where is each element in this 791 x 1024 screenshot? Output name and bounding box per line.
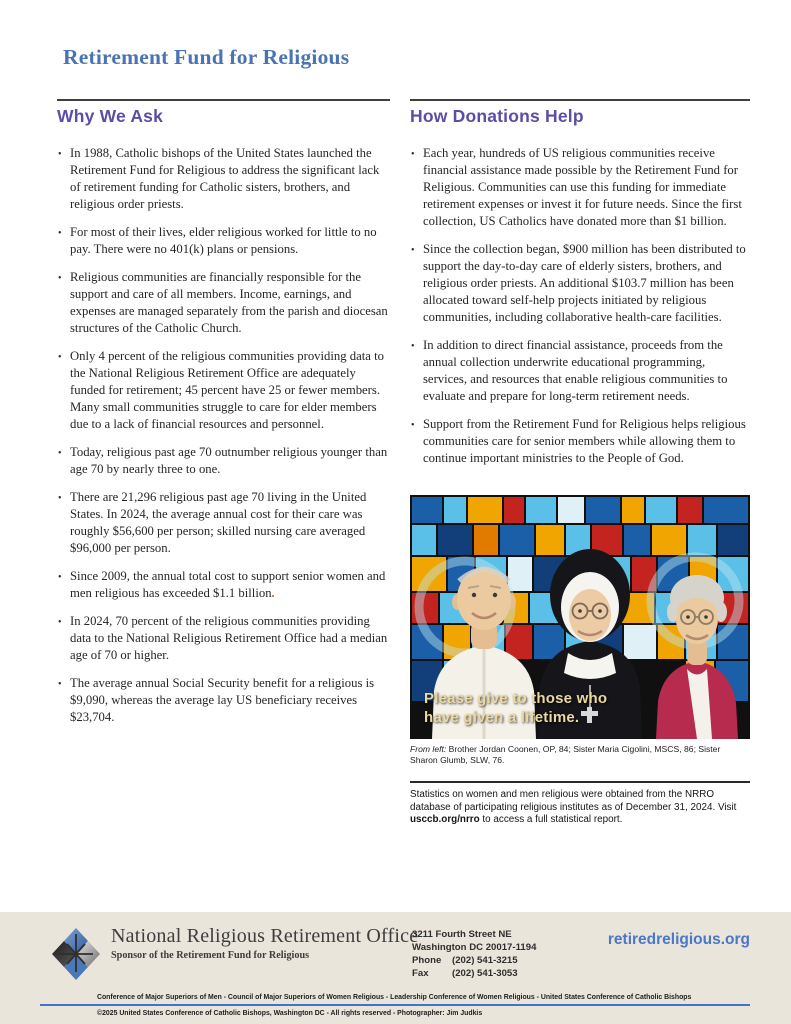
column-rule xyxy=(57,99,390,101)
bullet-text: Each year, hundreds of US religious communities receive financial assistance made possible by the Retirement Fund for Religious. Communities can use this funding for immediate retirement expenses or invest it for future needs. Since the first collection, US Catholics have donated more than $1 billion. xyxy=(423,146,742,228)
bullet-dot-icon: • xyxy=(58,228,62,239)
bullet-text: In 2024, 70 percent of the religious communities providing data to the National Religious Retirement Office had a median age of 70 or higher. xyxy=(70,614,388,662)
bullet-text: Support from the Retirement Fund for Religious helps religious communities care for senior members while allowing them to continue important ministries to the People of God. xyxy=(423,417,746,465)
conferences-line: Conference of Major Superiors of Men - Council of Major Superiors of Women Religious - Leadership Conference of Women Religious - United States Conference of Catholic Bishops xyxy=(97,994,692,1001)
bullet-text: Since 2009, the annual total cost to support senior women and men religious has exceeded $1.1 billion xyxy=(70,569,386,600)
caption-names: Brother Jordan Coonen, OP, 84; Sister Maria Cigolini, MSCS, 86; Sister Sharon Glumb, SLW, 76. xyxy=(410,744,721,765)
why-we-ask-heading: Why We Ask xyxy=(57,106,164,126)
note-text-before: Statistics on women and men religious were obtained from the NRRO database of participating religious institutes as of December 31, 2024. Visit xyxy=(410,789,737,813)
statistics-note xyxy=(410,789,750,827)
bullet-item xyxy=(410,241,750,326)
bullet-text: In addition to direct financial assistance, proceeds from the annual collection underwrite educational programming, services, and resources that enable religious communities to evaluate and prepare for long-term retirement needs. xyxy=(423,338,728,403)
bullet-text: There are 21,296 religious past age 70 living in the United States. In 2024, the average annual cost for their care was roughly $56,600 per person; skilled nursing care averaged $96,000 per person. xyxy=(70,490,367,555)
note-rule xyxy=(410,781,750,783)
bullet-dot-icon: • xyxy=(58,273,62,284)
bullet-item xyxy=(57,269,390,337)
bullet-text: Today, religious past age 70 outnumber religious younger than age 70 by nearly three to one. xyxy=(70,445,388,476)
bullet-dot-icon: • xyxy=(58,572,62,583)
bullet-item xyxy=(57,145,390,213)
photo-elderly-religious xyxy=(410,495,750,739)
org-text-block xyxy=(111,925,418,961)
fax-number: (202) 541-3053 xyxy=(452,968,518,979)
bullet-dot-icon: • xyxy=(411,420,415,431)
how-donations-help-heading: How Donations Help xyxy=(410,106,584,126)
bullet-dot-icon: • xyxy=(58,617,62,628)
footer-identity xyxy=(52,925,418,987)
fax-label: Fax xyxy=(412,968,429,979)
phone-row xyxy=(412,954,536,967)
bullet-item xyxy=(410,145,750,230)
footer xyxy=(0,912,791,1024)
bullet-dot-icon: • xyxy=(411,149,415,160)
bullet-item xyxy=(410,416,750,467)
note-url: usccb.org/nrro xyxy=(410,814,480,825)
bullet-text: For most of their lives, elder religious worked for little to no pay. There were no 401(k) plans or pensions. xyxy=(70,225,377,256)
bullet-dot-icon: • xyxy=(411,341,415,352)
why-we-ask-column xyxy=(57,99,390,737)
phone-number: (202) 541-3215 xyxy=(452,955,518,966)
how-donations-help-bullet-list xyxy=(410,145,750,467)
website-link[interactable]: retiredreligious.org xyxy=(607,931,750,948)
page-title: Retirement Fund for Religious xyxy=(63,45,350,69)
bullet-item xyxy=(57,675,390,726)
how-donations-help-column xyxy=(410,99,750,827)
org-tagline: Sponsor of the Retirement Fund for Religious xyxy=(111,950,310,961)
org-name: National Religious Retirement Office xyxy=(111,925,419,947)
bullet-text: Since the collection began, $900 million has been distributed to support the day-to-day care of elderly sisters, brothers, and religious order priests. An additional $103.7 million has been allocated toward self-help projects initiated by religious communities, including collaborative health-care facilities. xyxy=(423,242,746,324)
address-block xyxy=(412,928,536,980)
bullet-item xyxy=(57,224,390,258)
bullet-dot-icon: • xyxy=(58,448,62,459)
column-rule xyxy=(410,99,750,101)
bullet-dot-icon: • xyxy=(58,352,62,363)
bullet-text: Religious communities are financially responsible for the support and care of all members. Income, earnings, and expenses are managed separately from the parish and diocesan structures of the Catholic Church. xyxy=(70,270,388,335)
copyright-line: ©2025 United States Conference of Catholic Bishops, Washington DC - All rights reserved - Photographer: Jim Judkis xyxy=(97,1010,483,1017)
photo-caption xyxy=(410,744,750,765)
bullet-item xyxy=(410,337,750,405)
nrro-logo-icon xyxy=(52,925,100,987)
bullet-dot-icon: • xyxy=(58,149,62,160)
address-line-2: Washington DC 20017-1194 xyxy=(412,942,537,953)
bullet-dot-icon: • xyxy=(411,245,415,256)
photo-overlay-appeal xyxy=(424,689,607,727)
fax-row xyxy=(412,967,536,980)
bullet-text: The average annual Social Security benefit for a religious is $9,090, whereas the average lay US beneficiary receives $23,704. xyxy=(70,676,375,724)
bullet-text: In 1988, Catholic bishops of the United States launched the Retirement Fund for Religious to address the significant lack of retirement funding for Catholic sisters, brothers, and religious order priests. xyxy=(70,146,380,211)
bullet-text: Only 4 percent of the religious communities providing data to the National Religious Retirement Office are adequately funded for retirement; 45 percent have 25 or fewer members. Many small communities struggle to care for elder members due to a lack of financial resources and personnel. xyxy=(70,349,384,431)
overlay-line-2: have given a lifetime. xyxy=(424,709,580,726)
bullet-item xyxy=(57,613,390,664)
bullet-dot-icon: • xyxy=(58,679,62,690)
caption-prefix: From left: xyxy=(410,744,447,754)
address-line-1: 3211 Fourth Street NE xyxy=(412,929,512,940)
red-period: . xyxy=(271,586,275,600)
note-text-after: to access a full statistical report. xyxy=(479,814,623,825)
why-we-ask-bullet-list xyxy=(57,145,390,726)
phone-label: Phone xyxy=(412,955,442,966)
overlay-line-1: Please give to those who xyxy=(424,690,608,707)
bullet-dot-icon: • xyxy=(58,493,62,504)
bullet-item xyxy=(57,444,390,478)
bullet-item xyxy=(57,348,390,433)
bullet-item xyxy=(57,489,390,557)
footer-blue-rule xyxy=(40,1004,750,1006)
bullet-item xyxy=(57,568,390,602)
